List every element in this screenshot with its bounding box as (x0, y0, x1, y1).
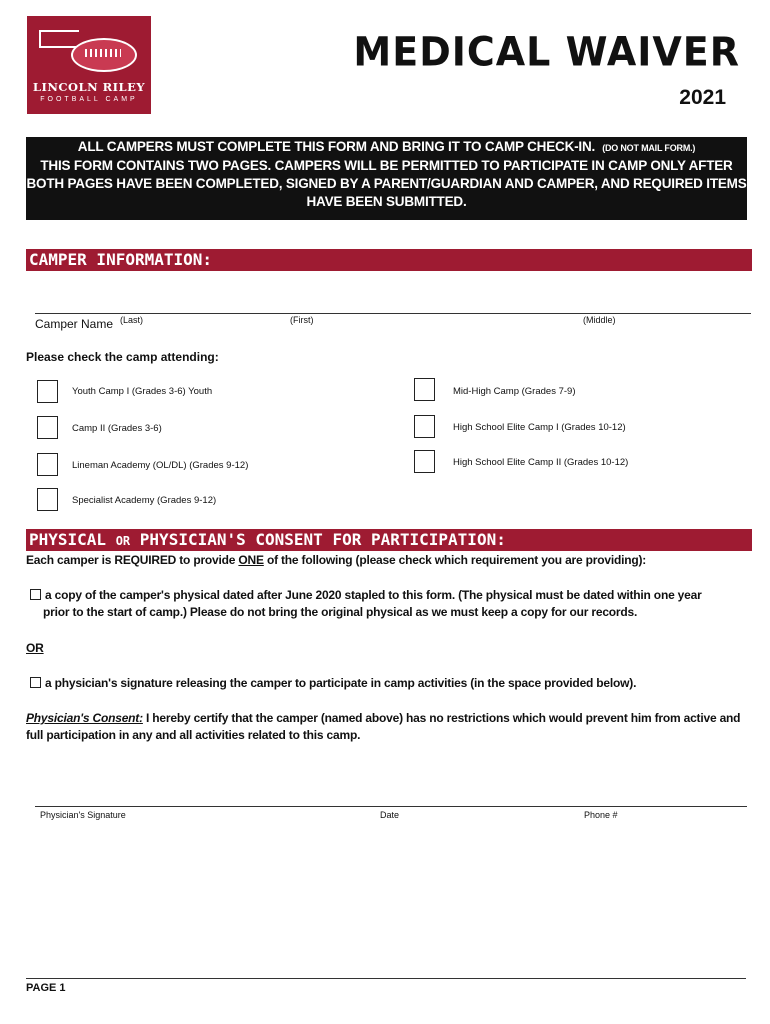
checkbox-hs-elite-camp-2[interactable] (414, 450, 435, 473)
page-number: PAGE 1 (26, 982, 66, 994)
requirement-text-b: of the following (please check which requirement you are providing): (263, 553, 647, 567)
football-laces-icon (85, 49, 121, 57)
checkbox-hs-elite-camp-1[interactable] (414, 415, 435, 438)
checkbox-specialist-academy[interactable] (37, 488, 58, 511)
physical-consent-heading (26, 529, 752, 551)
camper-name-label: Camper Name (35, 317, 114, 331)
requirement-one: ONE (238, 553, 264, 567)
option-physician-signature-text: a physician's signature releasing the camper to participate in camp activities (in the space provided below). (45, 676, 637, 690)
date-label: Date (380, 810, 400, 820)
option-physical (30, 587, 745, 621)
page-title: MEDICAL WAIVER (353, 28, 740, 76)
or-separator: OR (26, 641, 44, 655)
form-year: 2021 (679, 86, 726, 109)
consent-label: Physician's Consent: (26, 711, 143, 725)
checkbox-physician-signature[interactable] (30, 677, 41, 688)
option-physical-line-1: a copy of the camper's physical dated after June 2020 stapled to this form. (The physical must be dated within one year (45, 588, 702, 602)
logo-line-2: FOOTBALL CAMP (40, 96, 138, 103)
consent-line-2: full participation in any and all activities related to this camp. (26, 728, 361, 742)
consent-line-1: I hereby certify that the camper (named above) has no restrictions which would prevent him from active and (142, 711, 741, 725)
notice-line-3: BOTH PAGES HAVE BEEN COMPLETED, SIGNED BY A PARENT/GUARDIAN AND CAMPER, AND REQUIRED ITEMS (26, 176, 747, 191)
camper-info-heading: CAMPER INFORMATION: (26, 249, 752, 271)
logo-line-1: LINCOLN RILEY (32, 80, 146, 94)
heading-physical: PHYSICAL (29, 530, 116, 549)
label-hs-elite-camp-2: High School Elite Camp II (Grades 10-12) (453, 457, 629, 468)
notice-banner (26, 137, 747, 220)
option-physical-line-2: prior to the start of camp.) Please do not bring the original physical as we must keep a copy for our records. (43, 605, 638, 619)
notice-line-1: ALL CAMPERS MUST COMPLETE THIS FORM AND BRING IT TO CAMP CHECK-IN. (77, 139, 596, 154)
checkbox-physical-copy[interactable] (30, 589, 41, 600)
notice-line-2: THIS FORM CONTAINS TWO PAGES. CAMPERS WILL BE PERMITTED TO PARTICIPATE IN CAMP ONLY AFTER (40, 158, 733, 173)
notice-line-4: HAVE BEEN SUBMITTED. (306, 194, 467, 209)
camp-logo (27, 16, 151, 114)
phone-label: Phone # (584, 810, 618, 820)
physician-signature-line[interactable] (35, 806, 747, 807)
label-youth-camp-1: Youth Camp I (Grades 3-6) Youth (72, 386, 213, 397)
first-name-label: (First) (290, 315, 314, 325)
label-camp-2: Camp II (Grades 3-6) (72, 423, 162, 434)
label-lineman-academy: Lineman Academy (OL/DL) (Grades 9-12) (72, 460, 249, 471)
label-specialist-academy: Specialist Academy (Grades 9-12) (72, 495, 217, 506)
option-physician-signature (30, 675, 636, 692)
camper-name-line[interactable] (35, 313, 751, 314)
middle-name-label: (Middle) (583, 315, 616, 325)
checkbox-mid-high-camp[interactable] (414, 378, 435, 401)
footer-rule (26, 978, 746, 979)
camp-check-label: Please check the camp attending: (26, 350, 219, 364)
requirement-text (26, 552, 646, 569)
heading-or: OR (115, 534, 131, 548)
label-mid-high-camp: Mid-High Camp (Grades 7-9) (453, 386, 576, 397)
last-name-label: (Last) (120, 315, 144, 325)
physician-consent-text (26, 710, 746, 744)
physician-signature-label: Physician's Signature (40, 810, 126, 820)
checkbox-lineman-academy[interactable] (37, 453, 58, 476)
requirement-text-a: Each camper is REQUIRED to provide (26, 553, 239, 567)
heading-physicians-consent: PHYSICIAN'S CONSENT FOR PARTICIPATION: (130, 530, 506, 549)
label-hs-elite-camp-1: High School Elite Camp I (Grades 10-12) (453, 422, 626, 433)
checkbox-camp-2[interactable] (37, 416, 58, 439)
oklahoma-outline-icon (39, 30, 79, 48)
notice-do-not-mail: (DO NOT MAIL FORM.) (602, 143, 696, 153)
checkbox-youth-camp-1[interactable] (37, 380, 58, 403)
